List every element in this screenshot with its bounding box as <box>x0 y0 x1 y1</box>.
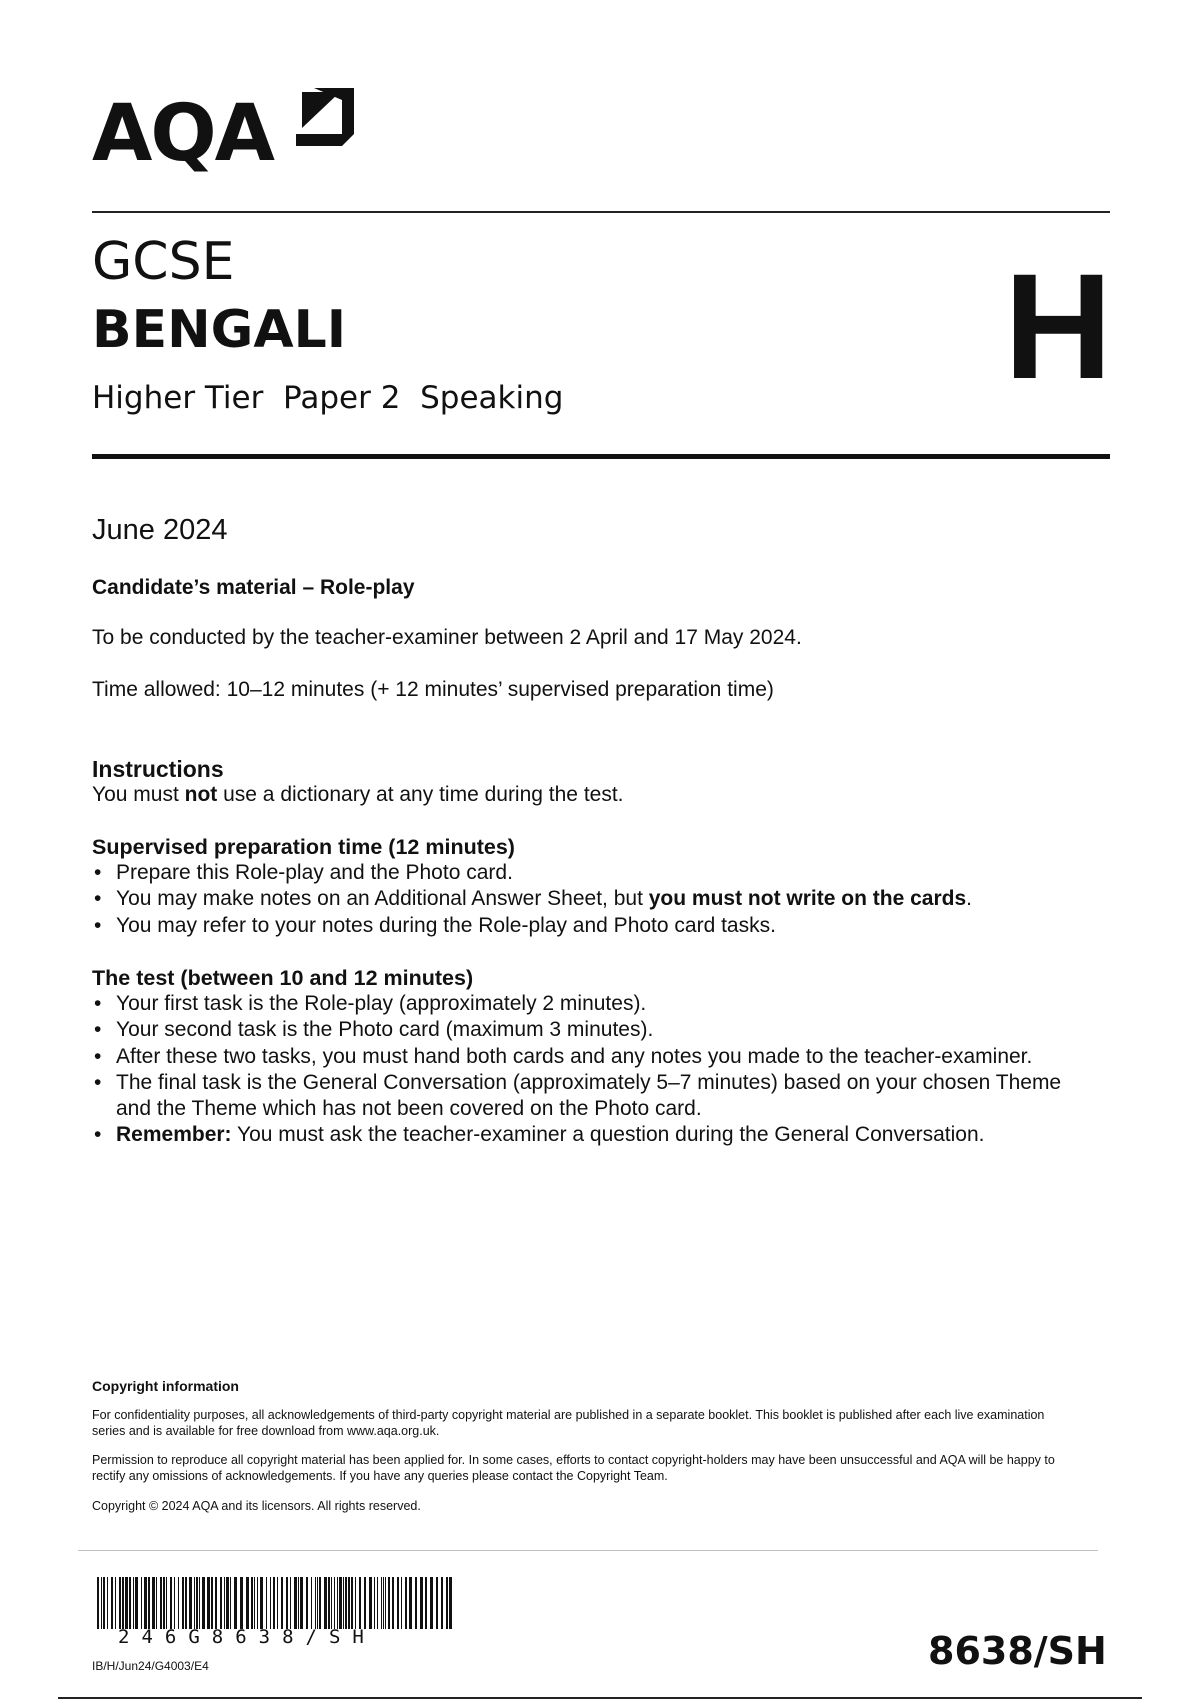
logo-text: AQA <box>92 89 274 179</box>
material-label: Candidate’s material – Role-play <box>92 576 415 599</box>
list-item: • Prepare this Role-play and the Photo card. <box>92 860 1102 886</box>
instructions-heading: Instructions <box>92 756 224 782</box>
barcode-icon <box>97 1577 455 1629</box>
barcode-number: 246G8638/SH <box>118 1626 376 1648</box>
time-allowed: Time allowed: 10–12 minutes (+ 12 minutes’ supervised preparation time) <box>92 678 774 701</box>
bottom-border <box>58 1697 1142 1699</box>
subject-title: BENGALI <box>92 300 347 360</box>
aqa-logo <box>92 86 362 182</box>
instructions-text: You must not use a dictionary at any time during the test. <box>92 783 624 806</box>
list-item: • The final task is the General Conversation (approximately 5–7 minutes) based on your chosen Theme and the Theme which has not been covered on the Photo card. <box>92 1070 1066 1123</box>
document-reference: IB/H/Jun24/G4003/E4 <box>92 1659 209 1673</box>
copyright-paragraph: Permission to reproduce all copyright material has been applied for. In some cases, efforts to contact copyright-holders may have been unsuccessful and AQA will be happy to rectify any omissions of acknowledgements. If you have any queries please contact the Copyright Team. <box>92 1453 1055 1483</box>
copyright-paragraph: For confidentiality purposes, all acknowledgements of third-party copyright material are published in a separate booklet. This booklet is published after each live examination series and is available for free download from www.aqa.org.uk. <box>92 1408 1045 1438</box>
preparation-heading: Supervised preparation time (12 minutes) <box>92 835 515 859</box>
qualification-title: GCSE <box>92 232 235 292</box>
list-item: • Your first task is the Role-play (approximately 2 minutes). <box>92 991 1102 1017</box>
preparation-list <box>92 860 1102 939</box>
list-item: • After these two tasks, you must hand both cards and any notes you made to the teacher-examiner. <box>92 1044 1102 1070</box>
copyright-notice: Copyright © 2024 AQA and its licensors. All rights reserved. <box>92 1499 421 1513</box>
list-item: • Your second task is the Photo card (maximum 3 minutes). <box>92 1017 1102 1043</box>
header-divider <box>92 211 1110 213</box>
aqa-leaf-logo-icon <box>296 88 354 146</box>
list-item: • You may make notes on an Additional Answer Sheet, but you must not write on the cards. <box>92 886 1102 912</box>
tier-line: Higher Tier Paper 2 Speaking <box>92 380 564 416</box>
conduct-note: To be conducted by the teacher-examiner between 2 April and 17 May 2024. <box>92 626 802 649</box>
footer-divider <box>78 1550 1098 1551</box>
list-item: • Remember: You must ask the teacher-examiner a question during the General Conversation. <box>92 1122 1102 1148</box>
copyright-heading: Copyright information <box>92 1378 239 1394</box>
test-list <box>92 991 1102 1149</box>
list-item: • You may refer to your notes during the Role-play and Photo card tasks. <box>92 913 1102 939</box>
tier-letter: H <box>1004 242 1113 410</box>
exam-date: June 2024 <box>92 514 228 546</box>
test-heading: The test (between 10 and 12 minutes) <box>92 966 474 990</box>
paper-code: 8638/SH <box>928 1629 1107 1673</box>
title-divider <box>92 454 1110 459</box>
